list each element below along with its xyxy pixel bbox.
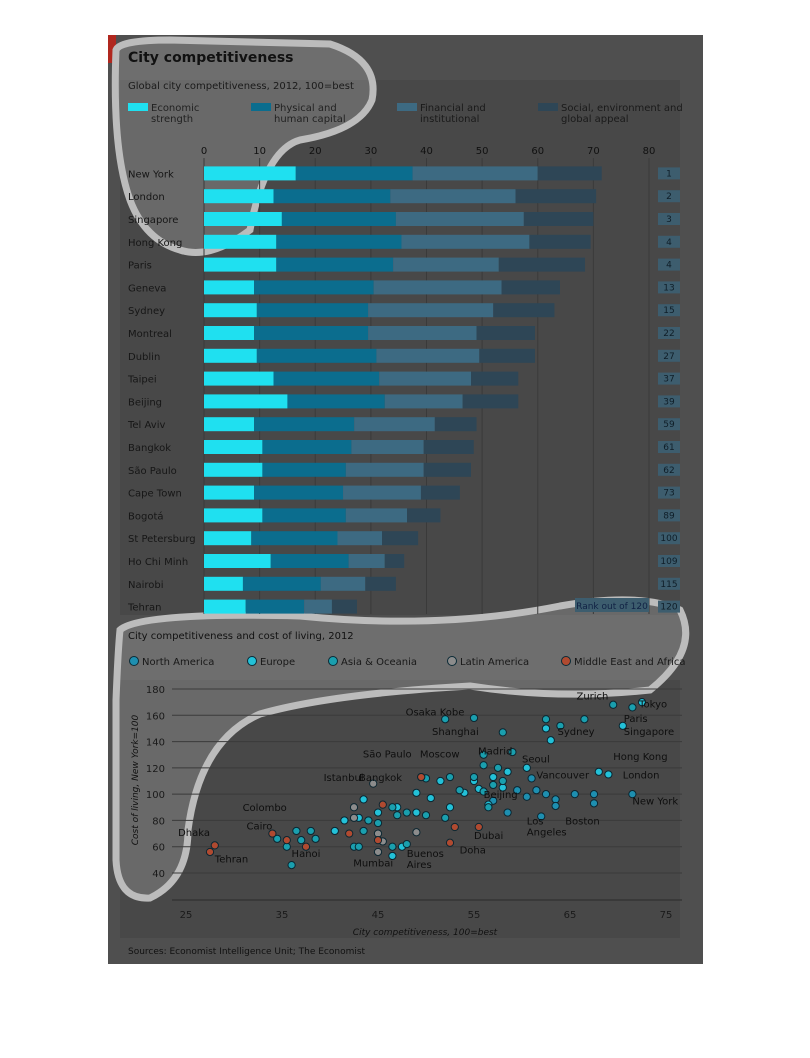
scatter-city-label-line: Los bbox=[526, 816, 544, 828]
scatter-legend-label: North America bbox=[142, 657, 215, 668]
bar-segment bbox=[471, 372, 518, 386]
scatter-city-label: Osaka Kobe bbox=[405, 707, 465, 719]
bar-segment bbox=[351, 440, 423, 454]
bar-segment bbox=[346, 463, 424, 477]
scatter-point bbox=[427, 794, 434, 801]
bar-segment bbox=[385, 394, 463, 408]
scatter-city-label: Mumbai bbox=[353, 858, 394, 870]
scatter-city-label: Tokyo bbox=[639, 699, 668, 711]
bar-category-label: New York bbox=[128, 169, 174, 181]
scatter-point bbox=[293, 827, 300, 834]
bar-segment bbox=[204, 531, 251, 545]
scatter-point bbox=[341, 817, 348, 824]
legend-physical-line1: Physical and bbox=[274, 103, 337, 114]
bar-segment bbox=[393, 258, 499, 272]
legend-physical-line2: human capital bbox=[274, 114, 346, 125]
scatter-point bbox=[379, 801, 386, 808]
bar-segment bbox=[477, 326, 535, 340]
bar-segment bbox=[390, 189, 515, 203]
bar-category-label: Beijing bbox=[128, 397, 163, 409]
scatter-city-label: Dhaka bbox=[178, 828, 210, 840]
bar-category-label: Tehran bbox=[128, 602, 162, 614]
scatter-point bbox=[480, 762, 487, 769]
legend-social-line1: Social, environment and bbox=[561, 103, 683, 114]
scatter-point bbox=[312, 835, 319, 842]
bar-segment bbox=[254, 326, 368, 340]
scatter-x-tick-label: 25 bbox=[179, 910, 193, 921]
rank-value: 27 bbox=[663, 351, 675, 362]
rank-value: 115 bbox=[660, 579, 678, 590]
scatter-point bbox=[360, 827, 367, 834]
rank-value: 100 bbox=[660, 534, 678, 545]
bar-segment bbox=[204, 235, 276, 249]
scatter-point bbox=[470, 773, 477, 780]
scatter-point bbox=[418, 773, 425, 780]
scatter-city-label: London bbox=[622, 770, 660, 782]
bar-category-label: Taipei bbox=[128, 374, 157, 386]
bar-axis-tick-label: 40 bbox=[420, 146, 433, 157]
bar-category-label: Nairobi bbox=[128, 579, 164, 591]
scatter-point bbox=[413, 829, 420, 836]
scatter-point bbox=[533, 787, 540, 794]
scatter-point bbox=[523, 793, 530, 800]
scatter-point bbox=[542, 791, 549, 798]
scatter-point bbox=[475, 823, 482, 830]
bar-segment bbox=[262, 508, 345, 522]
scatter-city-label: Sydney bbox=[557, 727, 595, 738]
bar-segment bbox=[529, 235, 590, 249]
rank-value: 37 bbox=[663, 374, 675, 385]
scatter-x-tick-label: 45 bbox=[371, 910, 385, 921]
scatter-point bbox=[413, 809, 420, 816]
bar-axis-tick-label: 10 bbox=[253, 146, 266, 157]
bar-segment bbox=[296, 166, 413, 180]
bar-segment bbox=[424, 463, 471, 477]
scatter-point bbox=[499, 777, 506, 784]
bar-segment bbox=[538, 166, 602, 180]
bar-category-label: Bangkok bbox=[128, 443, 172, 454]
bar-segment bbox=[463, 394, 519, 408]
bar-segment bbox=[204, 258, 276, 272]
rank-value: 61 bbox=[663, 443, 675, 453]
bar-segment bbox=[204, 349, 257, 363]
bar-axis-tick-label: 60 bbox=[531, 146, 545, 157]
legend-label-financial bbox=[420, 103, 489, 125]
scatter-y-tick-label: 120 bbox=[145, 763, 165, 775]
scatter-x-tick-label: 75 bbox=[659, 910, 673, 921]
bar-segment bbox=[338, 531, 383, 545]
scatter-point bbox=[350, 814, 357, 821]
bar-segment bbox=[435, 417, 477, 431]
scatter-city-label: Tehran bbox=[214, 854, 249, 866]
bar-segment bbox=[349, 554, 385, 568]
scatter-point bbox=[595, 768, 602, 775]
bar-category-label: Montreal bbox=[128, 329, 172, 340]
scatter-point bbox=[374, 809, 381, 816]
scatter-city-label: Doha bbox=[459, 845, 486, 857]
bar-segment bbox=[204, 577, 243, 591]
bar-segment bbox=[254, 486, 343, 500]
scatter-point bbox=[442, 814, 449, 821]
rank-value: 59 bbox=[663, 420, 675, 431]
legend-swatch-social bbox=[538, 103, 558, 111]
bar-category-label: Sydney bbox=[128, 306, 166, 318]
scatter-legend-label: Latin America bbox=[460, 657, 530, 668]
scatter-city-label: Hong Kong bbox=[613, 751, 668, 763]
scatter-y-tick-label: 140 bbox=[145, 737, 165, 749]
legend-financial-line2: institutional bbox=[420, 114, 480, 125]
scatter-city-label: Moscow bbox=[419, 749, 460, 761]
bar-axis-tick-label: 30 bbox=[364, 146, 378, 157]
scatter-x-tick-label: 55 bbox=[467, 910, 481, 921]
bar-segment bbox=[379, 372, 471, 386]
scatter-point bbox=[590, 791, 597, 798]
scatter-point bbox=[437, 777, 444, 784]
scatter-x-tick-label: 65 bbox=[563, 910, 577, 921]
bar-segment bbox=[243, 577, 321, 591]
scatter-city-label-line: Buenos bbox=[406, 849, 444, 861]
rank-value: 73 bbox=[663, 488, 675, 499]
bar-category-label: Geneva bbox=[128, 283, 167, 295]
scatter-point bbox=[211, 842, 218, 849]
bar-category-label: Cape Town bbox=[128, 488, 182, 500]
scatter-point bbox=[542, 725, 549, 732]
bar-axis-tick-label: 70 bbox=[587, 146, 600, 157]
bar-segment bbox=[204, 303, 257, 317]
scatter-point bbox=[605, 771, 612, 778]
bar-category-label: Ho Chi Minh bbox=[128, 557, 189, 568]
scatter-point bbox=[298, 837, 305, 844]
scatter-city-label: Cairo bbox=[246, 821, 273, 833]
scatter-point bbox=[374, 819, 381, 826]
bar-segment bbox=[479, 349, 535, 363]
bar-segment bbox=[524, 212, 594, 226]
scatter-city-label: Bangkok bbox=[358, 773, 402, 784]
bar-segment bbox=[262, 440, 351, 454]
legend-financial-line1: Financial and bbox=[420, 103, 486, 114]
scatter-city-label: Paris bbox=[623, 713, 648, 725]
rank-value: 109 bbox=[660, 557, 678, 567]
bar-axis-tick-label: 0 bbox=[200, 146, 208, 157]
bar-segment bbox=[204, 440, 262, 454]
scatter-legend-marker bbox=[562, 657, 571, 666]
scatter-point bbox=[446, 773, 453, 780]
bar-segment bbox=[368, 326, 476, 340]
scatter-y-tick-label: 180 bbox=[145, 685, 165, 696]
scatter-city-label: Singapore bbox=[623, 727, 675, 738]
scatter-city-label: Hanoi bbox=[291, 849, 321, 861]
scatter-legend-label: Europe bbox=[260, 657, 296, 668]
bar-segment bbox=[424, 440, 474, 454]
bar-segment bbox=[401, 235, 529, 249]
scatter-city-label: Boston bbox=[565, 816, 600, 828]
scatter-ylabel: Cost of living, New York=100 bbox=[131, 714, 141, 846]
bar-segment bbox=[304, 600, 332, 614]
bar-segment bbox=[396, 212, 524, 226]
scatter-point bbox=[504, 809, 511, 816]
scatter-xlabel: City competitiveness, 100=best bbox=[352, 928, 498, 938]
scatter-legend-marker bbox=[329, 657, 338, 666]
bar-segment bbox=[276, 258, 393, 272]
bar-segment bbox=[257, 349, 377, 363]
scatter-point bbox=[331, 827, 338, 834]
bar-category-label: Bogotá bbox=[128, 511, 164, 523]
scatter-legend-label: Middle East and Africa bbox=[574, 657, 686, 668]
legend-label-physical bbox=[274, 103, 346, 125]
scatter-point bbox=[581, 716, 588, 723]
scatter-y-tick-label: 100 bbox=[145, 790, 165, 802]
scatter-point bbox=[413, 789, 420, 796]
scatter-point bbox=[610, 701, 617, 708]
bar-segment bbox=[385, 554, 404, 568]
source-note: Sources: Economist Intelligence Unit; The Economist bbox=[128, 947, 366, 957]
bar-segment bbox=[204, 372, 274, 386]
rank-value: 4 bbox=[666, 237, 672, 248]
bar-segment bbox=[271, 554, 349, 568]
scatter-point bbox=[451, 823, 458, 830]
scatter-city-label-line: Angeles bbox=[526, 827, 567, 839]
rank-value: 13 bbox=[663, 283, 675, 294]
rank-value: 39 bbox=[663, 397, 675, 408]
bar-segment bbox=[204, 508, 262, 522]
bar-segment bbox=[204, 166, 296, 180]
bar-segment bbox=[368, 303, 493, 317]
rank-value: 62 bbox=[663, 465, 675, 476]
scatter-point bbox=[552, 802, 559, 809]
scatter-legend-marker bbox=[448, 657, 457, 666]
bar-axis-tick-label: 20 bbox=[308, 146, 322, 157]
scatter-point bbox=[350, 804, 357, 811]
scatter-city-label: Madrid bbox=[478, 746, 513, 758]
chart-title: City competitiveness bbox=[128, 50, 294, 66]
bar-segment bbox=[274, 372, 380, 386]
bar-segment bbox=[204, 280, 254, 294]
scatter-y-tick-label: 160 bbox=[145, 711, 165, 723]
scatter-city-label: Seoul bbox=[522, 754, 550, 766]
scatter-point bbox=[403, 809, 410, 816]
bar-segment bbox=[346, 508, 407, 522]
rank-value: 2 bbox=[666, 192, 672, 203]
scatter-point bbox=[389, 804, 396, 811]
bar-category-label: Tel Aviv bbox=[128, 420, 166, 432]
legend-economic-line2: strength bbox=[151, 114, 194, 125]
scatter-point bbox=[403, 840, 410, 847]
bar-segment bbox=[376, 349, 479, 363]
scatter-point bbox=[542, 716, 549, 723]
scatter-point bbox=[394, 812, 401, 819]
bar-segment bbox=[257, 303, 368, 317]
legend-social-line2: global appeal bbox=[561, 114, 629, 125]
scatter-point bbox=[307, 827, 314, 834]
scatter-city-label: Zurich bbox=[576, 691, 609, 703]
scatter-point bbox=[206, 848, 213, 855]
bar-segment bbox=[499, 258, 585, 272]
bar-segment bbox=[274, 189, 391, 203]
scatter-legend-marker bbox=[130, 657, 139, 666]
scatter-point bbox=[283, 837, 290, 844]
scatter-point bbox=[528, 775, 535, 782]
scatter-point bbox=[360, 796, 367, 803]
scatter-point bbox=[499, 729, 506, 736]
scatter-city-label: São Paulo bbox=[362, 749, 412, 761]
bar-category-label: Singapore bbox=[128, 215, 179, 226]
bar-segment bbox=[287, 394, 384, 408]
scatter-legend-label: Asia & Oceania bbox=[341, 657, 418, 668]
bar-segment bbox=[204, 486, 254, 500]
scatter-point bbox=[288, 862, 295, 869]
scatter-city-label: Colombo bbox=[242, 803, 287, 815]
rank-value: 3 bbox=[666, 215, 672, 225]
bar-segment bbox=[493, 303, 554, 317]
bar-segment bbox=[204, 326, 254, 340]
scatter-point bbox=[446, 839, 453, 846]
bar-category-label: Dublin bbox=[128, 351, 161, 363]
bar-category-label: Paris bbox=[128, 260, 152, 272]
scatter-point bbox=[470, 714, 477, 721]
bar-segment bbox=[374, 280, 502, 294]
bar-category-label: London bbox=[128, 192, 165, 204]
bar-segment bbox=[407, 508, 440, 522]
bar-segment bbox=[382, 531, 418, 545]
bar-segment bbox=[204, 554, 271, 568]
bar-segment bbox=[204, 600, 246, 614]
scatter-city-label: New York bbox=[632, 796, 679, 808]
bar-segment bbox=[516, 189, 597, 203]
bar-segment bbox=[262, 463, 345, 477]
bar-segment bbox=[246, 600, 304, 614]
scatter-point bbox=[374, 837, 381, 844]
scatter-point bbox=[374, 848, 381, 855]
bar-axis-tick-label: 80 bbox=[642, 146, 656, 157]
bar-segment bbox=[332, 600, 357, 614]
bar-segment bbox=[204, 417, 254, 431]
bar-segment bbox=[502, 280, 560, 294]
bar-segment bbox=[254, 417, 354, 431]
bar-segment bbox=[251, 531, 337, 545]
bar-segment bbox=[204, 212, 282, 226]
bar-segment bbox=[204, 189, 274, 203]
bar-segment bbox=[413, 166, 538, 180]
scatter-point bbox=[456, 787, 463, 794]
scatter-city-label: Vancouver bbox=[536, 770, 590, 782]
scatter-point bbox=[490, 781, 497, 788]
legend-swatch-physical bbox=[251, 103, 271, 111]
scatter-x-tick-label: 35 bbox=[275, 910, 289, 921]
scatter-point bbox=[485, 804, 492, 811]
scatter-legend-marker bbox=[248, 657, 257, 666]
scatter-city-label: Beijing bbox=[483, 790, 518, 802]
rank-value: 22 bbox=[663, 329, 675, 339]
bar-segment bbox=[204, 394, 287, 408]
scatter-city-label-line: Aires bbox=[406, 860, 432, 872]
scatter-city-label: Istanbul bbox=[323, 773, 364, 784]
bar-segment bbox=[254, 280, 374, 294]
scatter-y-tick-label: 80 bbox=[152, 816, 165, 828]
bar-segment bbox=[276, 235, 401, 249]
scatter-point bbox=[365, 817, 372, 824]
scatter-point bbox=[346, 830, 353, 837]
rank-label: Rank out of 120 bbox=[576, 602, 648, 612]
scatter-point bbox=[504, 768, 511, 775]
bar-segment bbox=[421, 486, 460, 500]
bar-chart-subtitle: Global city competitiveness, 2012, 100=best bbox=[128, 81, 354, 92]
scatter-point bbox=[446, 804, 453, 811]
scatter-title: City competitiveness and cost of living, 2012 bbox=[128, 631, 354, 642]
legend-economic-line1: Economic bbox=[151, 103, 200, 114]
bar-axis-tick-label: 50 bbox=[475, 146, 489, 157]
bar-segment bbox=[343, 486, 421, 500]
scatter-point bbox=[590, 800, 597, 807]
scatter-point bbox=[355, 843, 362, 850]
bar-segment bbox=[354, 417, 435, 431]
rank-value: 1 bbox=[666, 169, 672, 180]
bar-category-label: St Petersburg bbox=[128, 534, 196, 546]
scatter-point bbox=[629, 704, 636, 711]
rank-value: 4 bbox=[666, 260, 672, 271]
rank-value: 120 bbox=[660, 602, 678, 613]
legend-swatch-economic bbox=[128, 103, 148, 111]
scatter-city-label: Shanghai bbox=[432, 727, 479, 738]
bar-category-label: São Paulo bbox=[128, 465, 177, 477]
scatter-point bbox=[494, 764, 501, 771]
scatter-point bbox=[547, 737, 554, 744]
scatter-point bbox=[490, 773, 497, 780]
scatter-city-label: Dubai bbox=[474, 830, 504, 842]
rank-value: 89 bbox=[663, 511, 675, 522]
scatter-y-tick-label: 60 bbox=[152, 842, 165, 854]
bar-segment bbox=[204, 463, 262, 477]
bar-segment bbox=[365, 577, 396, 591]
bar-segment bbox=[282, 212, 396, 226]
legend-swatch-financial bbox=[397, 103, 417, 111]
scatter-point bbox=[422, 812, 429, 819]
scatter-point bbox=[571, 791, 578, 798]
scatter-point bbox=[389, 843, 396, 850]
rank-value: 15 bbox=[663, 306, 675, 317]
bar-category-label: Hong Kong bbox=[128, 237, 183, 249]
scatter-y-tick-label: 40 bbox=[152, 869, 165, 880]
bar-segment bbox=[321, 577, 366, 591]
scatter-legend bbox=[130, 657, 686, 669]
